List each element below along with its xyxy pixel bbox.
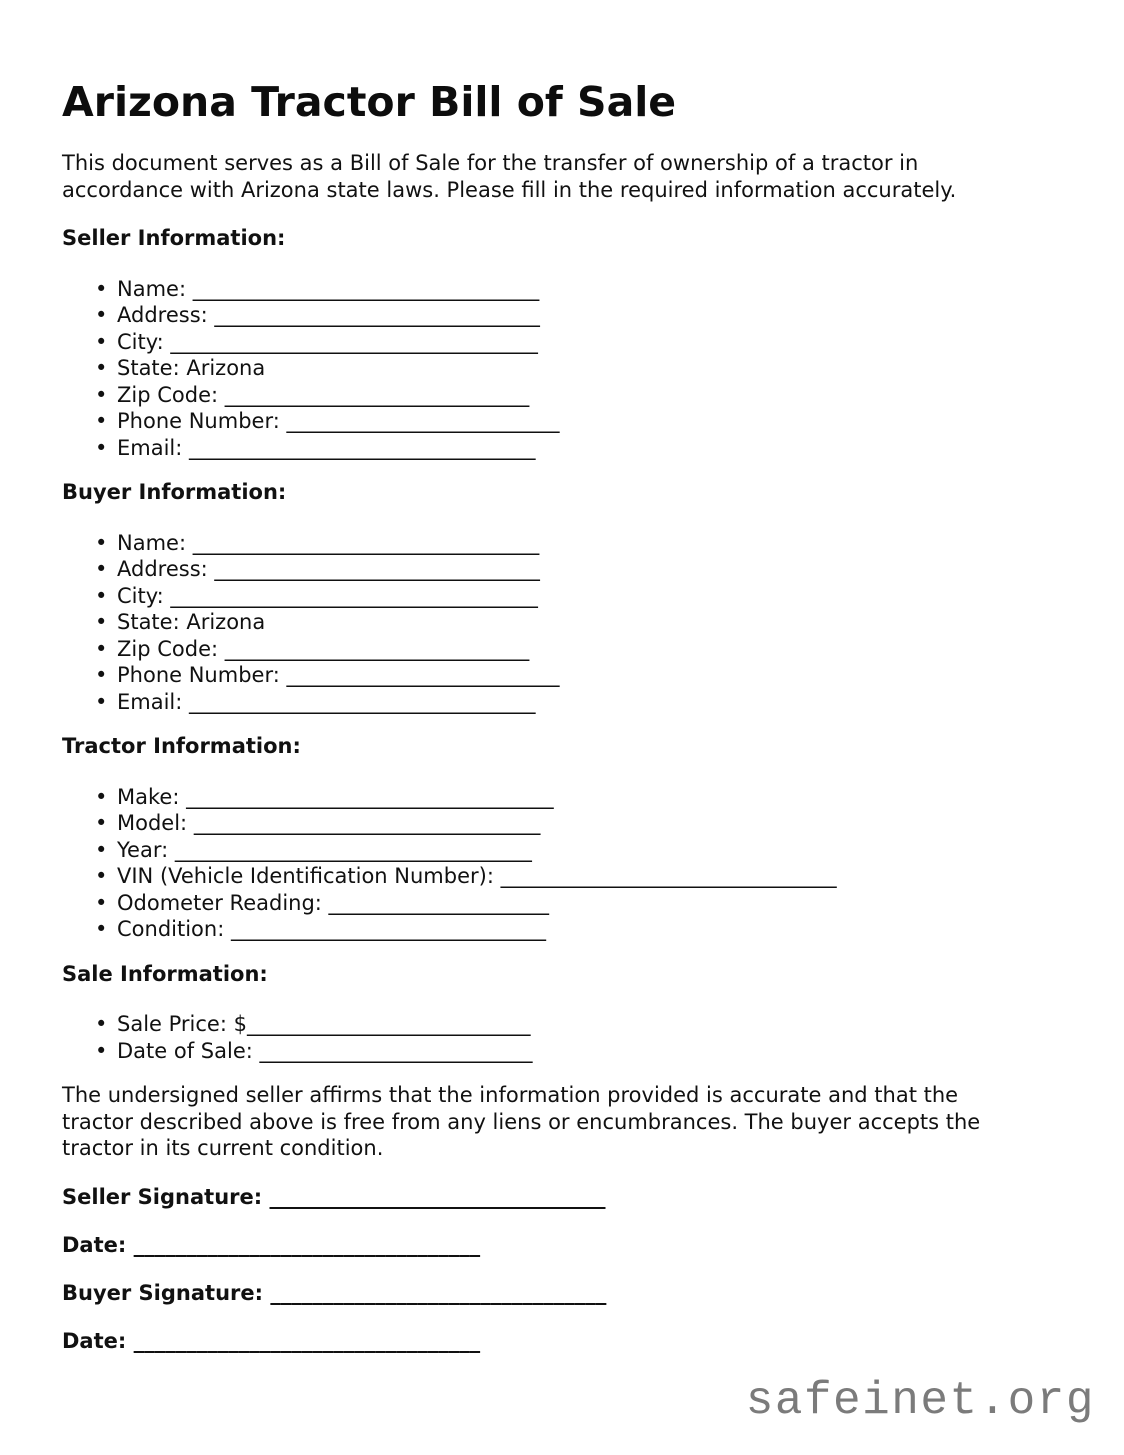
buyer-information-list <box>62 530 1062 716</box>
field-blank-line: _________________________________ <box>192 276 540 301</box>
field-blank-line: _______________________________ <box>214 557 540 581</box>
affirmation-line: The undersigned seller affirms that the information provided is accurate and that the <box>62 1083 959 1107</box>
field-blank-line: __________________________________ <box>174 837 532 862</box>
field-label: Address: <box>117 303 215 327</box>
field-label: Odometer Reading: <box>117 890 329 915</box>
field-blank-line: _________________________________ <box>192 530 540 555</box>
field-label: Make: <box>117 784 187 809</box>
tractor-field-year <box>62 837 1062 864</box>
field-label: Model: <box>117 811 194 835</box>
seller-field-name <box>62 276 1062 303</box>
tractor-information-heading: Tractor Information: <box>62 734 301 758</box>
tractor-field-vin <box>62 863 1062 890</box>
intro-line: accordance with Arizona state laws. Please fill in the required information accurately. <box>62 177 957 202</box>
field-blank-line: _____________________________ <box>224 382 530 407</box>
buyer-field-state <box>62 609 1062 636</box>
field-label: VIN (Vehicle Identification Number): <box>117 864 501 888</box>
tractor-field-make <box>62 784 1062 811</box>
field-blank-line: __________________________ <box>286 663 560 687</box>
field-blank-line: ________________________________ <box>500 864 837 888</box>
sale-field-date-of-sale <box>62 1038 1062 1065</box>
signature-label: Date: <box>62 1328 134 1353</box>
signature-label: Seller Signature: <box>62 1184 270 1209</box>
tractor-field-condition <box>62 916 1062 943</box>
field-label: State: <box>117 610 187 634</box>
field-value: Arizona <box>186 610 266 634</box>
field-blank-line: __________________________ <box>286 409 560 433</box>
signature-blank-line: ________________________________ <box>270 1280 607 1305</box>
seller-field-zip-code <box>62 382 1062 409</box>
sale-information-heading: Sale Information: <box>62 961 268 986</box>
field-label: Name: <box>117 276 193 301</box>
field-value: Arizona <box>186 356 266 380</box>
field-blank-line: ___________________________ <box>246 1012 531 1036</box>
signature-blank-line: ________________________________ <box>269 1184 606 1209</box>
signature-blank-line: _________________________________ <box>133 1232 481 1257</box>
field-label: State: <box>117 356 187 380</box>
field-label: Name: <box>117 530 193 555</box>
field-blank-line: _________________________________ <box>193 811 541 835</box>
field-label: Phone Number: <box>117 409 287 433</box>
field-label: Address: <box>117 557 215 581</box>
field-label: Year: <box>117 837 175 862</box>
field-blank-line: _________________________________ <box>189 689 536 714</box>
watermark: safeinet.org <box>745 1375 1095 1427</box>
buyer-field-email <box>62 689 1062 716</box>
field-blank-line: _____________________________ <box>224 636 530 661</box>
seller-field-address <box>62 302 1062 329</box>
intro-line: This document serves as a Bill of Sale for the transfer of ownership of a tractor in <box>62 151 919 175</box>
tractor-information-list <box>62 784 1062 943</box>
affirmation-paragraph <box>62 1082 1062 1162</box>
buyer-field-phone-number <box>62 662 1062 689</box>
field-blank-line: ______________________________ <box>230 917 546 941</box>
seller-field-state <box>62 355 1062 382</box>
seller-field-city <box>62 329 1062 356</box>
buyer-field-zip-code <box>62 636 1062 663</box>
seller-information-heading: Seller Information: <box>62 226 286 250</box>
field-label: Date of Sale: <box>117 1038 260 1063</box>
field-label: Condition: <box>117 917 231 941</box>
signature-label: Date: <box>62 1232 134 1257</box>
seller-signature-row <box>62 1184 1062 1211</box>
tractor-field-odometer-reading <box>62 890 1062 917</box>
buyer-field-city <box>62 583 1062 610</box>
signature-blank-line: _________________________________ <box>133 1328 481 1353</box>
buyer-signature-date-row <box>62 1328 1062 1355</box>
field-label: Email: <box>117 689 190 714</box>
buyer-field-name <box>62 530 1062 557</box>
field-label: Zip Code: <box>117 382 225 407</box>
field-blank-line: _______________________________ <box>214 303 540 327</box>
field-blank-line: _________________________________ <box>189 435 536 460</box>
field-label: Zip Code: <box>117 636 225 661</box>
seller-signature-date-row <box>62 1232 1062 1259</box>
field-label: City: <box>117 583 171 608</box>
field-blank-line: ___________________________________ <box>170 583 538 608</box>
tractor-field-model <box>62 810 1062 837</box>
field-blank-line: _____________________ <box>328 890 550 915</box>
buyer-information-heading: Buyer Information: <box>62 480 287 504</box>
field-blank-line: ___________________________________ <box>170 329 538 354</box>
sale-information-list <box>62 1011 1062 1064</box>
affirmation-line: tractor in its current condition. <box>62 1136 384 1160</box>
seller-information-list <box>62 276 1062 462</box>
buyer-signature-row <box>62 1280 1062 1307</box>
sale-field-sale-price <box>62 1011 1062 1038</box>
intro-paragraph <box>62 150 1062 203</box>
seller-field-email <box>62 435 1062 462</box>
affirmation-line: tractor described above is free from any liens or encumbrances. The buyer accepts the <box>62 1109 981 1134</box>
field-label: Email: <box>117 435 190 460</box>
field-label: Phone Number: <box>117 663 287 687</box>
page-title: Arizona Tractor Bill of Sale <box>62 78 677 126</box>
field-label: Sale Price: $ <box>117 1012 247 1036</box>
field-blank-line: ___________________________________ <box>186 784 554 809</box>
seller-field-phone-number <box>62 408 1062 435</box>
field-label: City: <box>117 329 171 354</box>
field-blank-line: __________________________ <box>259 1038 533 1063</box>
buyer-field-address <box>62 556 1062 583</box>
signature-label: Buyer Signature: <box>62 1280 271 1305</box>
